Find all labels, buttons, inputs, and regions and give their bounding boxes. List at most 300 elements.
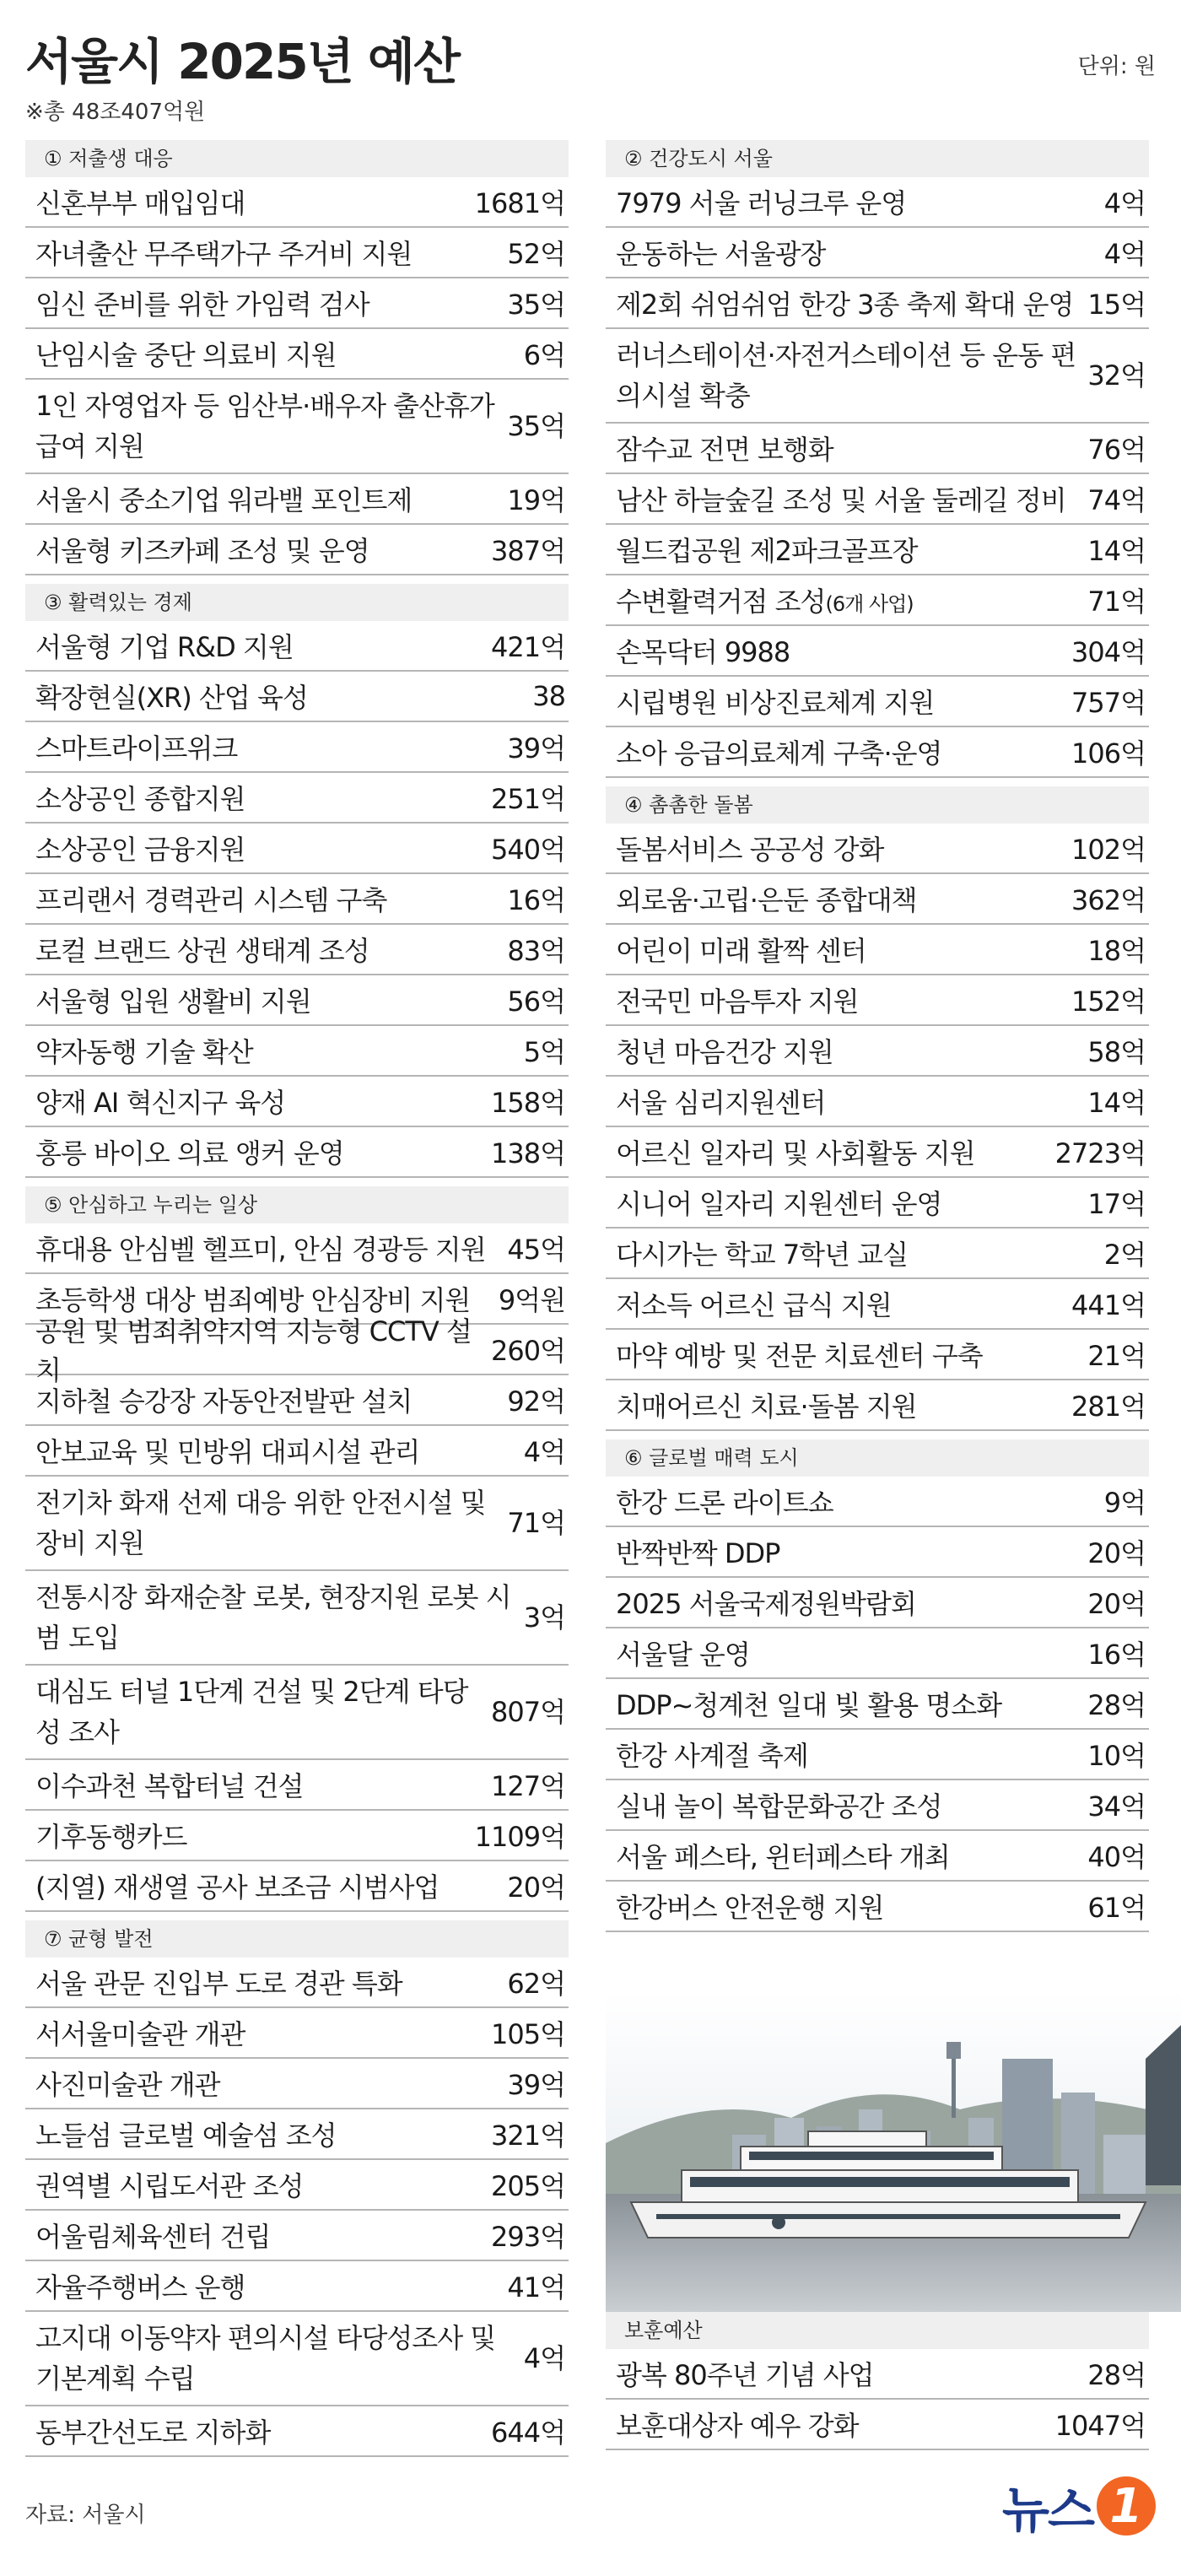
budget-row [25,672,569,722]
item-label-text: 전국민 마음투자 지원 [616,986,859,1018]
budget-row [25,773,569,824]
budget-row [606,1077,1149,1127]
item-label-text: 다시가는 학교 7학년 교실 [616,1239,908,1271]
budget-row [25,1315,569,1386]
item-label-text: 동부간선도로 지하화 [35,2417,271,2449]
item-label-text: 한강 드론 라이트쇼 [616,1487,833,1519]
item-label [35,1671,481,1752]
item-label-text: 시립병원 비상진료체계 지원 [616,687,935,719]
item-label-text: 양재 AI 혁신지구 육성 [35,1087,286,1119]
item-label-text: 서서울미술관 개관 [35,2018,245,2050]
item-label-text: 시니어 일자리 지원센터 운영 [616,1188,942,1220]
item-value: 2억 [1103,1239,1146,1271]
item-value: 35억 [507,410,565,442]
item-label [35,386,497,467]
item-label-text: 소상공인 금융지원 [35,834,245,866]
budget-row [606,1628,1149,1679]
budget-row [25,1477,569,1571]
item-value: 127억 [491,1770,565,1802]
item-note: (6개 사업) [825,592,914,616]
item-value: 540억 [491,834,565,866]
budget-row [606,1380,1149,1431]
item-value: 39억 [507,2069,565,2101]
item-label [35,1963,497,2001]
item-label-text: 확장현실(XR) 산업 육성 [35,682,308,714]
item-value: 40억 [1087,1841,1146,1873]
item-label-text: 기후동행카드 [35,1821,187,1853]
budget-row [606,525,1149,575]
budget-row [606,1279,1149,1330]
item-label-text: 노들섬 글로벌 예술섬 조성 [35,2120,337,2152]
item-value: 71억 [1087,586,1146,618]
item-label [35,182,465,221]
item-label-text: 자율주행버스 운행 [35,2271,245,2303]
item-label [616,1785,1077,1824]
item-label-text: 서울 페스타, 윈터페스타 개최 [616,1841,950,1873]
budget-row [25,1811,569,1861]
item-value: 9억 [1103,1487,1146,1519]
item-label-text: 홍릉 바이오 의료 앵커 운영 [35,1137,344,1169]
section-heading: ⑦ 균형 발전 [25,1920,569,1958]
item-value: 1681억 [474,187,565,219]
item-value: 158억 [491,1087,565,1119]
item-label-text: 보훈대상자 예우 강화 [616,2410,859,2442]
item-value: 105억 [491,2018,565,2050]
item-value: 15억 [1087,289,1146,321]
item-label [616,1887,1077,1925]
item-value: 21억 [1087,1340,1146,1372]
item-value: 41억 [507,2271,565,2303]
item-label-text: 반짝반짝 DDP [616,1537,780,1569]
item-label [616,1583,1077,1622]
budget-row [25,925,569,975]
item-label [616,631,1061,670]
item-value: 76억 [1087,434,1146,466]
logo-badge: 1 [1097,2476,1156,2535]
city-river-illustration [606,1991,1181,2312]
item-label [35,334,514,373]
item-label-text: 제2회 쉬엄쉬엄 한강 3종 축제 확대 운영 [616,289,1074,321]
budget-row [25,2211,569,2261]
item-value: 56억 [507,986,565,1018]
item-label-text: 실내 놀이 복합문화공간 조성 [616,1790,942,1823]
item-value: 83억 [507,935,565,967]
item-label-text: 러너스테이션·자전거스테이션 등 운동 편의시설 확충 [616,339,1076,412]
item-label [616,2354,1077,2393]
budget-row [25,2312,569,2406]
item-label [616,682,1061,721]
item-value: 16억 [1087,1639,1146,1671]
page-title: 서울시 2025년 예산 [25,33,459,90]
budget-row [25,621,569,672]
budget-row [606,424,1149,474]
item-value: 387억 [491,535,565,567]
item-value: 35억 [507,289,565,321]
item-label [35,284,497,322]
item-label [35,2216,481,2255]
item-label [35,1482,497,1563]
item-value: 304억 [1071,636,1146,668]
item-value: 9억원 [498,1284,565,1316]
item-label-text: 전기차 화재 선제 대응 위한 안전시설 및 장비 지원 [35,1487,486,1559]
budget-row [606,1730,1149,1780]
item-value: 205억 [491,2170,565,2202]
budget-row [25,2160,569,2211]
budget-row [25,1958,569,2008]
item-value: 2723억 [1054,1137,1146,1169]
section-heading: ② 건강도시 서울 [606,140,1149,177]
item-value: 28억 [1087,1689,1146,1721]
item-label-text: 초등학생 대상 범죄예방 안심장비 지원 [35,1284,471,1316]
item-label [35,1229,497,1267]
item-value: 102억 [1071,834,1146,866]
budget-row [25,1861,569,1912]
item-label [35,2165,481,2204]
item-label [616,335,1077,416]
budget-row [606,824,1149,874]
item-value: 441억 [1071,1289,1146,1321]
item-label [35,2266,497,2305]
item-value: 62억 [507,1968,565,2000]
item-value: 19억 [507,484,565,516]
item-label-text: 어린이 미래 활짝 센터 [616,935,866,967]
budget-row [25,2059,569,2109]
item-label [616,879,1061,918]
item-label-text: 돌봄서비스 공공성 강화 [616,834,884,866]
budget-row [25,2008,569,2059]
hangang-ferry-photo [606,1991,1181,2312]
budget-row [25,1077,569,1127]
item-label [616,1684,1077,1723]
item-label-text: 전통시장 화재순찰 로봇, 현장지원 로봇 시범 도입 [35,1581,511,1654]
item-label [35,1082,481,1121]
item-value: 1047억 [1054,2410,1146,2442]
item-value: 362억 [1071,884,1146,916]
item-label [616,1335,1077,1374]
item-label [35,1816,465,1855]
item-label [616,530,1077,569]
section-heading: ③ 활력있는 경제 [25,584,569,621]
item-label [35,1431,514,1470]
budget-row [606,2400,1149,2450]
budget-row [25,1760,569,1811]
budget-row [606,1178,1149,1229]
item-label-text: 프리랜서 경력관리 시스템 구축 [35,884,387,916]
item-label [616,1532,1077,1571]
news1-logo [1002,2471,1156,2541]
item-label [35,980,497,1019]
item-label [35,2064,497,2103]
item-value: 28억 [1087,2359,1146,2391]
item-value: 5억 [523,1036,565,1068]
item-value: 4억 [1103,238,1146,270]
item-value: 52억 [507,238,565,270]
budget-row [606,177,1149,228]
item-value: 32억 [1087,359,1146,392]
item-value: 644억 [491,2417,565,2449]
budget-row [606,1831,1149,1882]
item-label [616,1836,1077,1875]
item-label-text: 어르신 일자리 및 사회활동 지원 [616,1137,975,1169]
source-label: 자료: 서울시 [25,2503,146,2528]
item-label [35,233,497,272]
item-value: 807억 [491,1696,565,1728]
item-label [616,233,1094,272]
budget-row [25,2109,569,2160]
item-label-text: 수변활력거점 조성 [616,586,826,618]
item-value: 138억 [491,1137,565,1169]
item-value: 4억 [523,1436,565,1468]
item-label [35,530,481,569]
item-label [616,1634,1077,1672]
item-label-text: 어울림체육센터 건립 [35,2221,271,2253]
budget-row [606,874,1149,925]
item-label-text: 치매어르신 치료·돌봄 지원 [616,1391,917,1423]
item-label [35,1765,481,1804]
item-label-text: 서울달 운영 [616,1639,750,1671]
item-label [616,284,1077,322]
budget-row [25,228,569,278]
item-label-text: 1인 자영업자 등 임산부·배우자 출산휴가 급여 지원 [35,390,494,462]
budget-row [25,975,569,1026]
item-label [616,1385,1061,1424]
budget-row [25,2406,569,2457]
budget-row [606,677,1149,727]
item-label-text: 한강버스 안전운행 지원 [616,1892,884,1924]
item-value: 20억 [1087,1537,1146,1569]
item-label-text: 자녀출산 무주택가구 주거비 지원 [35,238,413,270]
item-label-text: (지열) 재생열 공사 보조금 시범사업 [35,1871,440,1904]
item-label-text: 남산 하늘숲길 조성 및 서울 둘레길 정비 [616,484,1066,516]
item-value: 34억 [1087,1790,1146,1823]
item-label-text: 신혼부부 매입임대 [35,187,245,219]
veterans-budget-section [606,2312,1149,2450]
item-label-text: 7979 서울 러닝크루 운영 [616,187,907,219]
item-label [35,2411,481,2450]
item-label [616,2405,1045,2444]
item-label-text: 외로움·고립·은둔 종합대책 [616,884,917,916]
budget-row [606,474,1149,525]
budget-row [606,1780,1149,1831]
budget-row [606,1578,1149,1628]
item-label-text: 권역별 시립도서관 조성 [35,2170,304,2202]
item-label-text: 스마트라이프위크 [35,732,238,764]
item-value: 16억 [507,884,565,916]
section-heading: ④ 촘촘한 돌봄 [606,786,1149,824]
item-label [35,930,497,969]
budget-row [606,228,1149,278]
item-label [35,1031,514,1070]
item-value: 10억 [1087,1740,1146,1772]
item-label-text: 서울 관문 진입부 도로 경관 특화 [35,1968,402,2000]
item-value: 20억 [1087,1588,1146,1620]
item-label-text: 공원 및 범죄취약지역 지능형 CCTV 설치 [35,1315,472,1386]
section-heading: ① 저출생 대응 [25,140,569,177]
budget-row [606,1882,1149,1932]
item-label [616,1735,1077,1774]
item-label-text: 한강 사계절 축제 [616,1740,808,1772]
unit-label: 단위: 원 [1077,54,1156,79]
budget-row [606,329,1149,424]
item-label-text: 서울형 키즈카페 조성 및 운영 [35,535,369,567]
item-label-text: 저소득 어르신 급식 지원 [616,1289,892,1321]
budget-row [25,278,569,329]
item-label-text: 청년 마음건강 지원 [616,1036,833,1068]
item-label-text: 약자동행 기술 확산 [35,1036,253,1068]
item-label [616,829,1061,867]
right-column [606,140,1149,1932]
item-label-text: 광복 80주년 기념 사업 [616,2359,874,2391]
item-value: 74억 [1087,484,1146,516]
item-value: 106억 [1071,737,1146,770]
item-label [35,479,497,518]
budget-row [606,975,1149,1026]
budget-row [25,329,569,380]
budget-row [606,1026,1149,1077]
item-label [35,829,481,867]
item-value: 71억 [507,1507,565,1539]
item-label [35,1132,481,1171]
item-label [616,980,1061,1019]
item-label-text: 마약 예방 및 전문 치료센터 구축 [616,1340,983,1372]
budget-row [25,874,569,925]
item-value: 6억 [523,339,565,371]
logo-text: 뉴스 [1001,2481,1093,2539]
budget-row [606,278,1149,329]
item-label [616,1482,1094,1520]
budget-row [25,722,569,773]
item-value: 3억 [523,1601,565,1634]
budget-row [25,1127,569,1178]
item-label-text: 손목닥터 9988 [616,636,790,668]
item-value: 1109억 [474,1821,565,1853]
budget-row [25,2261,569,2312]
section-heading: ⑥ 글로벌 매력 도시 [606,1439,1149,1477]
item-label-text: 고지대 이동약자 편의시설 타당성조사 및 기본계획 수립 [35,2322,496,2395]
item-label [35,1866,497,1905]
item-value: 293억 [491,2221,565,2253]
item-value: 421억 [491,631,565,663]
budget-row [25,1571,569,1666]
item-label-text: 임신 준비를 위한 가임력 검사 [35,289,369,321]
item-label-text: 소아 응급의료체계 구축·운영 [616,737,942,770]
item-value: 4억 [1103,187,1146,219]
item-label [616,732,1061,771]
item-label-text: 로컬 브랜드 상권 생태계 조성 [35,935,369,967]
item-value: 20억 [507,1871,565,1904]
budget-row [606,575,1149,626]
item-label [616,1284,1061,1323]
item-label-text: 안보교육 및 민방위 대피시설 관리 [35,1436,420,1468]
item-label [35,727,497,766]
item-label-text: 서울형 기업 R&D 지원 [35,631,294,663]
budget-row [25,525,569,575]
item-value: 14억 [1087,535,1146,567]
item-value: 251억 [491,783,565,815]
budget-row [25,177,569,228]
total-budget: ※총 48조407억원 [25,100,206,125]
item-value: 92억 [507,1385,565,1418]
item-value: 152억 [1071,986,1146,1018]
budget-row [606,925,1149,975]
budget-row [606,1127,1149,1178]
item-label [35,1380,497,1419]
item-value: 58억 [1087,1036,1146,1068]
item-value: 757억 [1071,687,1146,719]
item-label [35,778,481,817]
item-label [35,2013,481,2052]
item-value: 321억 [491,2120,565,2152]
budget-row [25,1426,569,1477]
item-value: 18억 [1087,935,1146,967]
item-label-text: 2025 서울국제정원박람회 [616,1588,916,1620]
item-value: 14억 [1087,1087,1146,1119]
item-value: 39억 [507,732,565,764]
budget-row [606,1229,1149,1279]
item-label-text: 월드컵공원 제2파크골프장 [616,535,918,567]
budget-row [25,1026,569,1077]
item-label [616,581,1077,619]
item-value: 17억 [1087,1188,1146,1220]
item-label-text: 서울시 중소기업 워라밸 포인트제 [35,484,413,516]
budget-row [606,1477,1149,1527]
item-label-text: 소상공인 종합지원 [35,783,245,815]
item-label-text: 이수과천 복합터널 건설 [35,1770,304,1802]
item-label-text: 지하철 승강장 자동안전발판 설치 [35,1385,413,1418]
item-label-text: 서울 심리지원센터 [616,1087,826,1119]
budget-row [606,1679,1149,1730]
budget-row [25,824,569,874]
item-label-text: 잠수교 전면 보행화 [616,434,833,466]
item-label-text: DDP~청계천 일대 빛 활용 명소화 [616,1689,1002,1721]
item-label [35,1310,481,1388]
item-label [35,677,522,716]
item-label [35,1577,514,1658]
budget-row [25,1666,569,1760]
item-label [616,1132,1045,1171]
section-heading: 보훈예산 [606,2312,1149,2349]
item-value: 260억 [491,1335,565,1367]
budget-row [25,1223,569,1274]
item-label [616,429,1077,467]
left-column [25,140,569,2457]
item-label-text: 난임시술 중단 의료비 지원 [35,339,337,371]
item-value: 4억 [523,2342,565,2374]
budget-row [25,474,569,525]
item-value: 281억 [1071,1391,1146,1423]
budget-row [606,727,1149,778]
item-label [35,2318,514,2399]
item-label-text: 운동하는 서울광장 [616,238,826,270]
item-value: 61억 [1087,1892,1146,1924]
item-label [616,1031,1077,1070]
item-label [616,1234,1094,1272]
item-label-text: 대심도 터널 1단계 건설 및 2단계 타당성 조사 [35,1676,468,1748]
item-label [35,626,481,665]
budget-row [606,626,1149,677]
item-label [616,1082,1077,1121]
item-label [35,879,497,918]
item-label [616,930,1077,969]
item-label [616,1183,1077,1222]
budget-row [25,380,569,474]
item-label [35,2114,481,2153]
item-value: 38 [532,680,565,712]
budget-row [606,1527,1149,1578]
item-label-text: 휴대용 안심벨 헬프미, 안심 경광등 지원 [35,1234,486,1266]
item-label [616,182,1094,221]
item-label [616,479,1077,518]
